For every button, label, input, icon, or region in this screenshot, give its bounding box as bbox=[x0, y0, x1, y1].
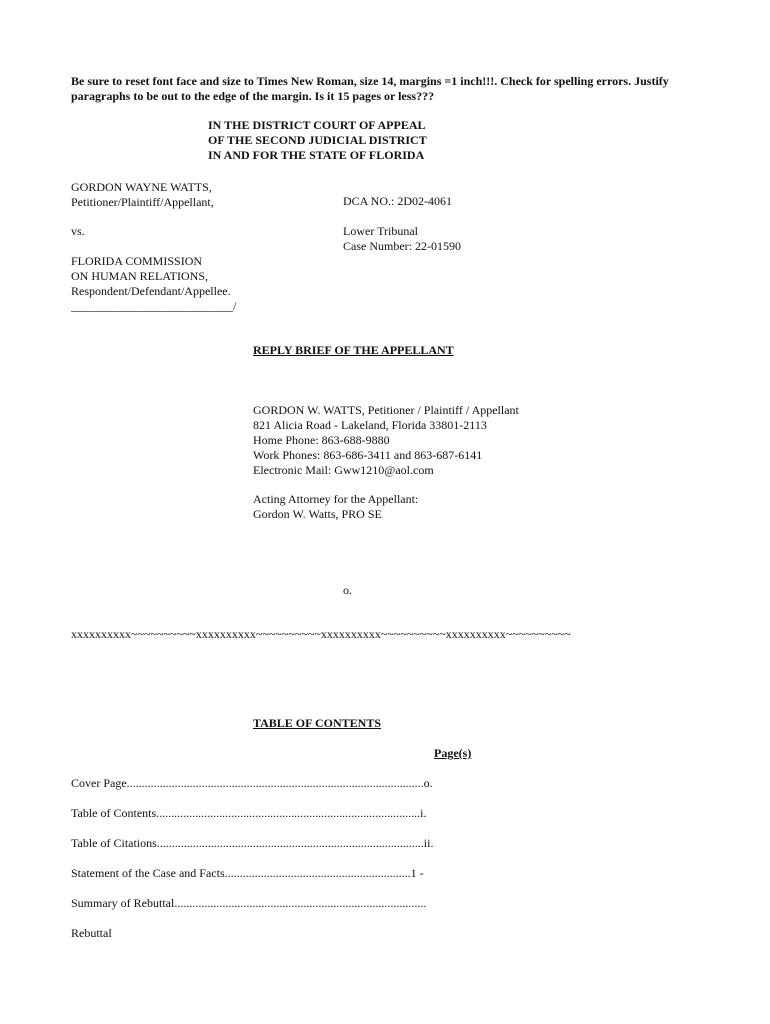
contact-address: 821 Alicia Road - Lakeland, Florida 33801-2113 bbox=[253, 418, 487, 432]
dca-number: DCA NO.: 2D02-4061 bbox=[343, 194, 453, 208]
court-heading-line: OF THE SECOND JUDICIAL DISTRICT bbox=[208, 133, 427, 147]
court-heading bbox=[208, 118, 427, 163]
respondent-name-line: ON HUMAN RELATIONS, bbox=[71, 269, 208, 283]
brief-title: REPLY BRIEF OF THE APPELLANT bbox=[253, 343, 454, 357]
appellant-role: Petitioner/Plaintiff/Appellant, bbox=[71, 195, 214, 209]
instruction-note-line: paragraphs to be out to the edge of the margin. Is it 15 pages or less??? bbox=[71, 89, 435, 103]
court-heading-line: IN THE DISTRICT COURT OF APPEAL bbox=[208, 118, 426, 132]
toc-entry: Table of Citations.........................................................................................ii. bbox=[71, 836, 434, 850]
lower-tribunal-info bbox=[343, 224, 461, 254]
section-divider: xxxxxxxxxx~~~~~~~~~~xxxxxxxxxx~~~~~~~~~~xxxxxxxxxx~~~~~~~~~~xxxxxxxxxx~~~~~~~~~~ bbox=[71, 627, 571, 641]
toc-entry: Rebuttal bbox=[71, 926, 112, 940]
instruction-note-line: Be sure to reset font face and size to Times New Roman, size 14, margins =1 inch!!!. Check for spelling errors. Justify bbox=[71, 74, 669, 88]
appellant-caption bbox=[71, 180, 214, 210]
caption-rule: ___________________________/ bbox=[71, 299, 237, 313]
respondent-role: Respondent/Defendant/Appellee. bbox=[71, 284, 231, 298]
respondent-caption bbox=[71, 254, 236, 314]
toc-entry: Summary of Rebuttal.................................................................................... bbox=[71, 896, 427, 910]
court-heading-line: IN AND FOR THE STATE OF FLORIDA bbox=[208, 148, 425, 162]
contact-name: GORDON W. WATTS, Petitioner / Plaintiff / Appellant bbox=[253, 403, 519, 417]
acting-attorney-name: Gordon W. Watts, PRO SE bbox=[253, 507, 382, 521]
toc-title: TABLE OF CONTENTS bbox=[253, 716, 382, 730]
versus-label: vs. bbox=[71, 224, 85, 238]
toc-entry: Statement of the Case and Facts..............................................................1 - bbox=[71, 866, 424, 880]
lower-tribunal-label: Lower Tribunal bbox=[343, 224, 418, 238]
case-number: Case Number: 22-01590 bbox=[343, 239, 461, 253]
toc-entry: Cover Page...................................................................................................o. bbox=[71, 776, 433, 790]
respondent-name-line: FLORIDA COMMISSION bbox=[71, 254, 203, 268]
cover-page-number: o. bbox=[343, 583, 352, 597]
contact-block bbox=[253, 403, 519, 478]
acting-attorney bbox=[253, 492, 418, 522]
contact-home-phone: Home Phone: 863-688-9880 bbox=[253, 433, 390, 447]
toc-entry: Table of Contents........................................................................................i. bbox=[71, 806, 427, 820]
appellant-name: GORDON WAYNE WATTS, bbox=[71, 180, 212, 194]
contact-email: Electronic Mail: Gww1210@aol.com bbox=[253, 463, 434, 477]
contact-work-phones: Work Phones: 863-686-3411 and 863-687-6141 bbox=[253, 448, 483, 462]
toc-pages-header: Page(s) bbox=[434, 746, 472, 760]
instruction-note bbox=[71, 74, 711, 104]
acting-attorney-label: Acting Attorney for the Appellant: bbox=[253, 492, 419, 506]
